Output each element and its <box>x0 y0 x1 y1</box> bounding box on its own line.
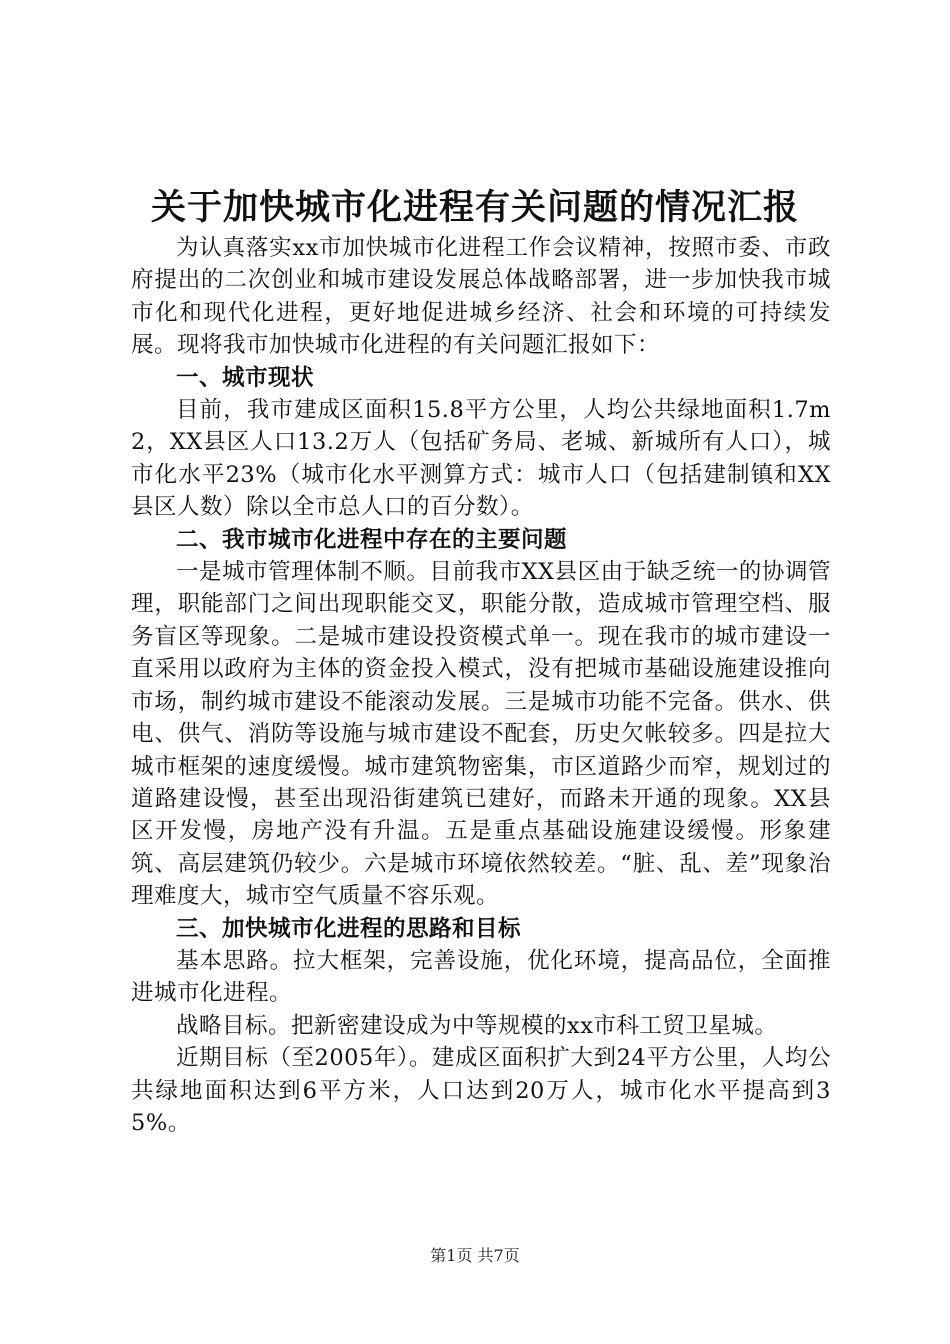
strategic-goal-paragraph: 战略目标。把新密建设成为中等规模的xx市科工贸卫星城。 <box>176 1012 778 1039</box>
section-status-paragraph: 目前，我市建成区面积15.8平方公里，人均公共绿地面积1.7m2，XX县区人口13.2万人（包括矿务局、老城、新城所有人口），城市化水平23%（城市化水平测算方式：城市人口（包括建制镇和XX县区人数）除以全市总人口的百分数）。 <box>131 397 831 521</box>
near-term-goal-paragraph: 近期目标（至2005年）。建成区面积扩大到24平方公里，人均公共绿地面积达到6平方米，人口达到20万人，城市化水平提高到35%。 <box>131 1045 831 1136</box>
intro-paragraph: 为认真落实xx市加快城市化进程工作会议精神，按照市委、市政府提出的二次创业和城市建设发展总体战略部署，进一步加快我市城市化和现代化进程，更好地促进城乡经济、社会和环境的可持续发展。现将我市加快城市化进程的有关问题汇报如下： <box>131 235 831 359</box>
section-problems-paragraph: 一是城市管理体制不顺。目前我市XX县区由于缺乏统一的协调管理，职能部门之间出现职能交叉，职能分散，造成城市管理空档、服务盲区等现象。二是城市建设投资模式单一。现在我市的城市建设一直采用以政府为主体的资金投入模式，没有把城市基础设施建设推向市场，制约城市建设不能滚动发展。三是城市功能不完备。供水、供电、供气、消防等设施与城市建设不配套，历史欠帐较多。四是拉大城市框架的速度缓慢。城市建筑物密集，市区道路少而窄，规划过的道路建设慢，甚至出现沿街建筑已建好，而路未开通的现象。XX县区开发慢，房地产没有升温。五是重点基础设施建设缓慢。形象建筑、高层建筑仍较少。六是城市环境依然较差。“脏、乱、差”现象治理难度大，城市空气质量不容乐观。 <box>131 559 831 910</box>
page-footer: 第1页 共7页 <box>430 1246 520 1265</box>
basic-idea-paragraph: 基本思路。拉大框架，完善设施，优化环境，提高品位，全面推进城市化进程。 <box>131 947 831 1007</box>
document-body <box>131 232 831 1139</box>
section-heading-goals: 三、加快城市化进程的思路和目标 <box>176 915 522 942</box>
section-heading-status: 一、城市现状 <box>176 364 315 391</box>
section-heading-problems: 二、我市城市化进程中存在的主要问题 <box>176 526 568 553</box>
document-title: 关于加快城市化进程有关问题的情况汇报 <box>150 188 799 228</box>
